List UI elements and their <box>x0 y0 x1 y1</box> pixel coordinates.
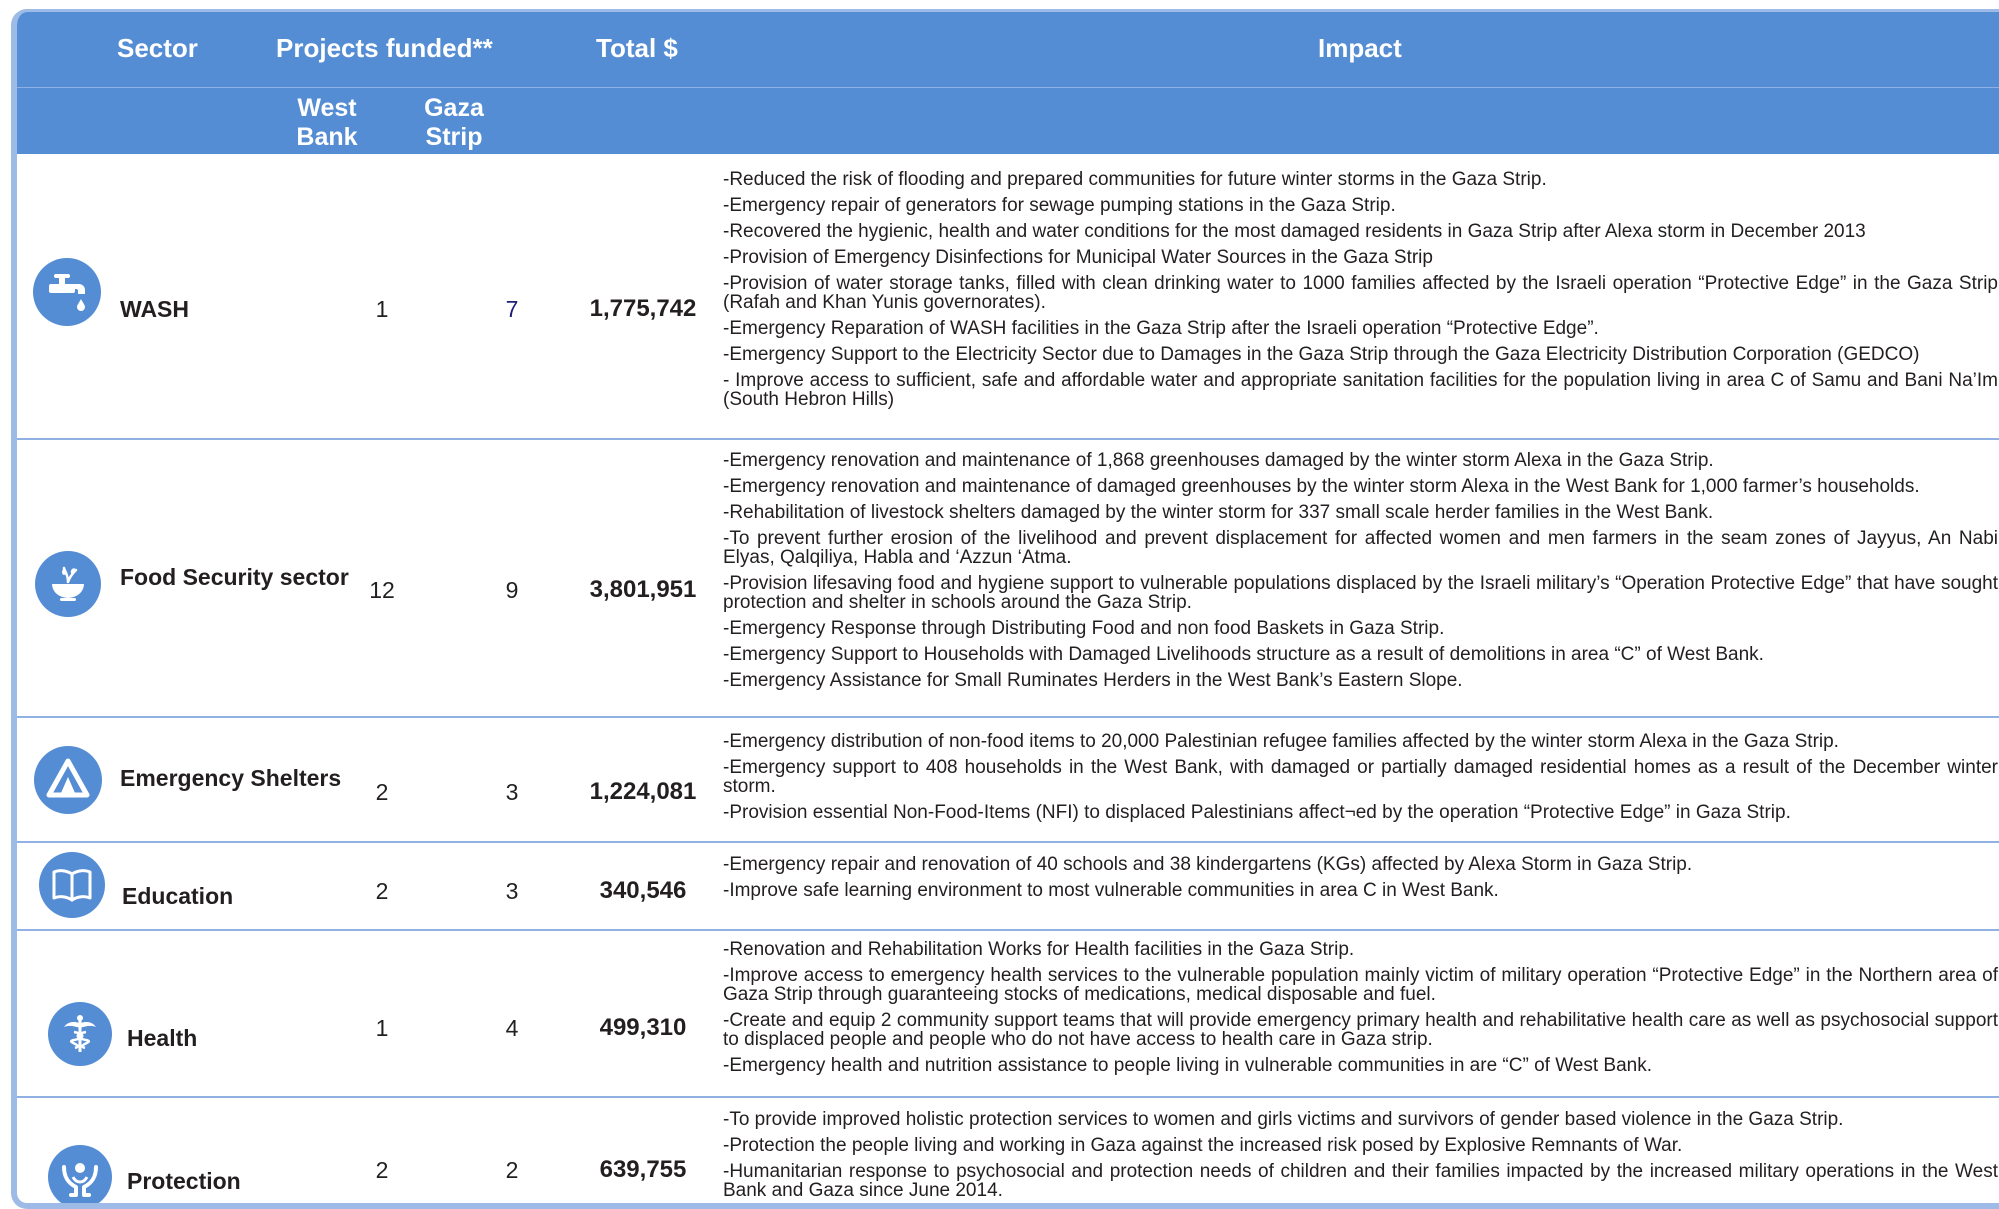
row-divider <box>17 716 1999 718</box>
sector-name: Emergency Shelters <box>120 765 342 791</box>
gaza-strip-count: 9 <box>505 577 519 603</box>
west-bank-count: 12 <box>369 577 395 603</box>
sector-name: Health <box>127 1025 198 1051</box>
impact-item: -Create and equip 2 community support teams that will provide emergency primary health and rehabilitative health care as well as psychosocial support to displaced people and people who do not have access to health care in Gaza strip. <box>723 1010 1998 1050</box>
impact-item: -Improve safe learning environment to most vulnerable communities in area C in West Bank. <box>723 880 1499 901</box>
west-bank-count: 1 <box>375 296 389 322</box>
header-west-bank: West Bank <box>296 94 358 151</box>
gaza-strip-count: 3 <box>505 878 519 904</box>
impact-item: -Rehabilitation of livestock shelters damaged by the winter storm for 337 small scale herder families in the West Bank. <box>723 502 1714 523</box>
tent-icon <box>34 746 102 814</box>
impact-item: -Emergency Assistance for Small Ruminates Herders in the West Bank’s Eastern Slope. <box>723 670 1463 691</box>
header-total: Total $ <box>596 33 678 63</box>
impact-item: -Emergency support to 408 households in the West Bank, with damaged or partially damaged residential homes as a result of the December winter storm. <box>723 757 1998 797</box>
impact-item: -Emergency repair of generators for sewage pumping stations in the Gaza Strip. <box>723 195 1396 216</box>
impact-item: -Emergency Support to the Electricity Sector due to Damages in the Gaza Strip through the Gaza Electricity Distribution Corporation (GEDCO) <box>723 344 1920 365</box>
impact-item: -Renovation and Rehabilitation Works for Health facilities in the Gaza Strip. <box>723 939 1355 960</box>
impact-item: -Protection the people living and working in Gaza against the increased risk posed by Explosive Remnants of War. <box>723 1135 1683 1156</box>
west-bank-count: 2 <box>375 779 389 805</box>
sector-name: Food Security sector <box>120 564 349 590</box>
impact-list <box>723 732 1998 829</box>
impact-item: -Emergency repair and renovation of 40 schools and 38 kindergartens (KGs) affected by Alexa Storm in Gaza Strip. <box>723 854 1693 875</box>
total-amount: 1,775,742 <box>589 295 697 322</box>
impact-item: -Emergency Reparation of WASH facilities in the Gaza Strip after the Israeli operation “Protective Edge”. <box>723 318 1599 339</box>
sector-name: Education <box>122 883 234 909</box>
impact-list <box>723 170 1998 416</box>
impact-list <box>723 940 1998 1082</box>
impact-list <box>723 1110 1998 1207</box>
row-divider <box>17 1096 1999 1098</box>
total-amount: 3,801,951 <box>589 576 697 603</box>
impact-item: -Emergency Support to Households with Damaged Livelihoods structure as a result of demolitions in area “C” of West Bank. <box>723 644 1764 665</box>
gaza-strip-count: 7 <box>505 296 519 322</box>
sector-name: WASH <box>120 296 189 322</box>
impact-item: -Provision essential Non-Food-Items (NFI) to displaced Palestinians affect¬ed by the operation “Protective Edge” in Gaza Strip. <box>723 802 1791 823</box>
total-amount: 340,546 <box>599 877 687 904</box>
total-amount: 639,755 <box>599 1156 687 1183</box>
water-tap-icon <box>33 258 101 326</box>
total-amount: 499,310 <box>599 1014 687 1041</box>
west-bank-count: 2 <box>375 878 389 904</box>
impact-item: -Emergency renovation and maintenance of 1,868 greenhouses damaged by the winter storm Alexa in the Gaza Strip. <box>723 450 1714 471</box>
protecting-hands-icon <box>48 1145 112 1209</box>
impact-list <box>723 855 1998 907</box>
gaza-strip-count: 2 <box>505 1157 519 1183</box>
row-divider <box>17 841 1999 843</box>
caduceus-icon <box>48 1002 112 1066</box>
impact-item: -Provision of water storage tanks, filled with clean drinking water to 1000 families affected by the Israeli operation “Protective Edge” in the Gaza Strip (Rafah and Khan Yunis governorates). <box>723 273 1998 313</box>
gaza-strip-count: 4 <box>505 1015 519 1041</box>
food-bowl-icon <box>35 551 101 617</box>
impact-item: -Reduced the risk of flooding and prepared communities for future winter storms in the Gaza Strip. <box>723 169 1547 190</box>
impact-item: -Emergency distribution of non-food items to 20,000 Palestinian refugee families affected by the winter storm Alexa in the Gaza Strip. <box>723 731 1839 752</box>
impact-item: -To prevent further erosion of the livelihood and prevent displacement for affected women and men farmers in the seam zones of Jayyus, An Nabi Elyas, Qalqiliya, Habla and ‘Azzun ‘Atma. <box>723 528 1998 568</box>
west-bank-count: 2 <box>375 1157 389 1183</box>
impact-item: -Improve access to emergency health services to the vulnerable population mainly victim of military operation “Protective Edge” in the Northern area of Gaza Strip through guaranteeing stocks of medications, medical disposable and fuel. <box>723 965 1998 1005</box>
impact-item: -Humanitarian response to psychosocial and protection needs of children and their families impacted by the increased military operations in the West Bank and Gaza since June 2014. <box>723 1161 1998 1201</box>
open-book-icon <box>39 852 105 918</box>
gaza-strip-count: 3 <box>505 779 519 805</box>
impact-item: -To provide improved holistic protection services to women and girls victims and survivors of gender based violence in the Gaza Strip. <box>723 1109 1844 1130</box>
impact-item: -Provision of Emergency Disinfections for Municipal Water Sources in the Gaza Strip <box>723 247 1433 268</box>
impact-item: -Emergency health and nutrition assistance to people living in vulnerable communities in are “C” of West Bank. <box>723 1055 1653 1076</box>
impact-list <box>723 451 1998 697</box>
header-impact: Impact <box>1318 33 1402 63</box>
sector-name: Protection <box>127 1168 241 1194</box>
impact-item: - Improve access to sufficient, safe and affordable water and appropriate sanitation facilities for the population living in area C of Samu and Bani Na’Im (South Hebron Hills) <box>723 370 1998 410</box>
row-divider <box>17 929 1999 931</box>
header-sector: Sector <box>117 33 198 63</box>
sector-table <box>11 9 1999 1209</box>
west-bank-count: 1 <box>375 1015 389 1041</box>
impact-item: -Emergency Response through Distributing Food and non food Baskets in Gaza Strip. <box>723 618 1445 639</box>
row-divider <box>17 438 1999 440</box>
header-projects-funded: Projects funded** <box>276 33 493 63</box>
impact-item: -Provision lifesaving food and hygiene support to vulnerable populations displaced by the Israeli military’s “Operation Protective Edge” that have sought protection and shelter in schools around the Gaza Strip. <box>723 573 1998 613</box>
impact-item: -Emergency renovation and maintenance of damaged greenhouses by the winter storm Alexa in the West Bank for 1,000 farmer’s households. <box>723 476 1920 497</box>
impact-item: -Recovered the hygienic, health and water conditions for the most damaged residents in Gaza Strip after Alexa storm in December 2013 <box>723 221 1866 242</box>
total-amount: 1,224,081 <box>589 778 697 805</box>
header-gaza-strip: Gaza Strip <box>424 94 484 151</box>
